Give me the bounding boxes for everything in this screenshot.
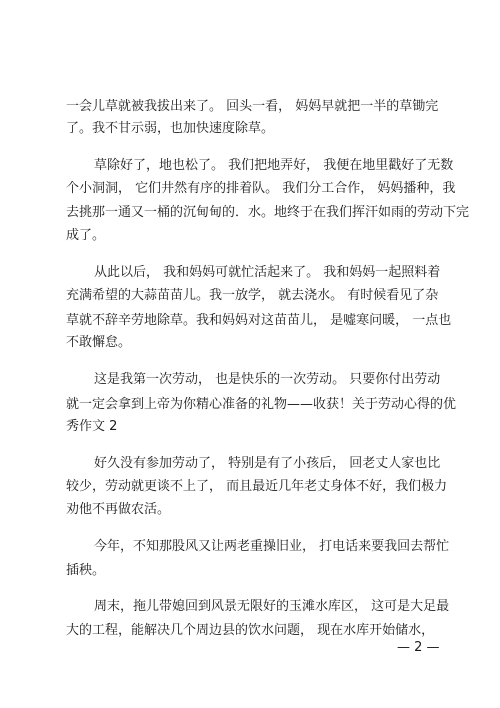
paragraph-start-line: 今年，不知那股风又让两老重操旧业， 打电话来要我回去帮忙 — [94, 539, 450, 554]
text-line: 插秧。 — [66, 563, 106, 578]
text-line: 成了。 — [66, 228, 106, 243]
paragraph-start-line: 草除好了，地也松了。 我们把地弄好， 我便在地里戳好了无数 — [94, 158, 454, 173]
text-line: 一会儿草就被我拔出来了。 回头一看， 妈妈早就把一半的草锄完 — [66, 99, 439, 114]
text-line: 充满希望的大蒜苗苗儿。我一放学， 就去浇水。 有时候看见了杂 — [66, 288, 439, 303]
text-line: 秀作文 2 — [66, 419, 118, 434]
paragraph-start-line: 周末，拖儿带媳回到风景无限好的玉滩水库区， 这可是大足最 — [94, 599, 450, 614]
text-line: 去挑那一通又一桶的沉甸甸的．水。地终于在我们挥汗如雨的劳动下完 — [66, 205, 470, 220]
text-line: 劝他不再做农活。 — [66, 502, 171, 517]
text-line: 较少，劳动就更谈不上了， 而且最近几年老丈身体不好，我们极力 — [66, 479, 448, 494]
text-line: 草就不辞辛劳地除草。我和妈妈对这苗苗儿， 是嘘寒问暖， 一点也 — [66, 313, 452, 328]
text-line: 大的工程，能解决几个周边县的饮水问题， 现在水库开始储水， — [66, 623, 435, 638]
text-line: 就一定会拿到上帝为你精心准备的礼物——收获！关于劳动心得的优 — [66, 397, 457, 412]
text-line: 了。我不甘示弱，也加快速度除草。 — [66, 121, 275, 136]
paragraph-start-line: 好久没有参加劳动了， 特别是有了小孩后， 回老丈人家也比 — [94, 456, 441, 471]
paragraph-start-line: 这是我第一次劳动， 也是快乐的一次劳动。 只要你付出劳动 — [94, 372, 441, 387]
page-number: — 2 — — [397, 640, 440, 655]
text-line: 不敢懈怠。 — [66, 335, 132, 350]
text-line: 个小洞洞， 它们井然有序的排着队。 我们分工合作， 妈妈播种，我 — [66, 181, 456, 196]
paragraph-start-line: 从此以后， 我和妈妈可就忙活起来了。 我和妈妈一起照料着 — [94, 265, 441, 280]
